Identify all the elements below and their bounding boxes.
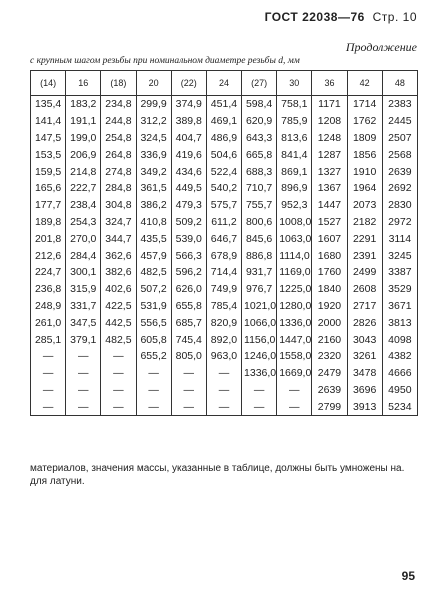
table-row — [31, 382, 418, 399]
table-cell: 540,2 — [206, 180, 241, 197]
table-cell: 3671 — [382, 298, 417, 315]
table-cell: 1171 — [312, 96, 347, 113]
table-cell: 1760 — [312, 264, 347, 281]
table-cell: 688,3 — [242, 163, 277, 180]
table-cell: 575,7 — [206, 197, 241, 214]
table-cell: 3813 — [382, 314, 417, 331]
table-cell: 892,0 — [206, 331, 241, 348]
table-cell: 159,5 — [31, 163, 66, 180]
table-cell: 1225,0 — [277, 281, 312, 298]
table-cell: 284,4 — [66, 247, 101, 264]
table-cell: 1447 — [312, 197, 347, 214]
table-cell: 2383 — [382, 96, 417, 113]
table-row — [31, 230, 418, 247]
table-cell: 254,8 — [101, 130, 136, 147]
table-cell: 389,8 — [171, 113, 206, 130]
table-cell: 254,3 — [66, 214, 101, 231]
table-cell: 3478 — [347, 365, 382, 382]
table-cell: 2830 — [382, 197, 417, 214]
table-cell: — — [31, 398, 66, 415]
table-cell: 141,4 — [31, 113, 66, 130]
table-header-row — [31, 71, 418, 96]
table-cell: 745,4 — [171, 331, 206, 348]
table-cell: 785,4 — [206, 298, 241, 315]
table-cell: 1669,0 — [277, 365, 312, 382]
table-cell: 1714 — [347, 96, 382, 113]
table-cell: 285,1 — [31, 331, 66, 348]
table-cell: — — [171, 382, 206, 399]
table-cell: 1208 — [312, 113, 347, 130]
table-cell: 449,5 — [171, 180, 206, 197]
table-cell: 646,7 — [206, 230, 241, 247]
table-cell: 248,9 — [31, 298, 66, 315]
table-cell: 3529 — [382, 281, 417, 298]
table-row — [31, 398, 418, 415]
column-header: 42 — [347, 71, 382, 96]
table-cell: 238,4 — [66, 197, 101, 214]
table-cell: — — [66, 398, 101, 415]
table-cell: 214,8 — [66, 163, 101, 180]
table-cell: 1280,0 — [277, 298, 312, 315]
table-cell: 800,6 — [242, 214, 277, 231]
table-cell: 3387 — [382, 264, 417, 281]
table-cell: 2499 — [347, 264, 382, 281]
table-cell: 820,9 — [206, 314, 241, 331]
table-cell: 1558,0 — [277, 348, 312, 365]
table-cell: 457,9 — [136, 247, 171, 264]
standard-code: ГОСТ 22038—76 — [264, 10, 365, 24]
table-cell: 284,8 — [101, 180, 136, 197]
table-cell: 2972 — [382, 214, 417, 231]
table-row — [31, 247, 418, 264]
table-cell: 596,2 — [171, 264, 206, 281]
table-cell: 236,8 — [31, 281, 66, 298]
table-cell: 2291 — [347, 230, 382, 247]
table-cell: 402,6 — [101, 281, 136, 298]
table-cell: — — [206, 382, 241, 399]
table-cell: 1248 — [312, 130, 347, 147]
table-cell: 813,6 — [277, 130, 312, 147]
table-row — [31, 264, 418, 281]
table-cell: 361,5 — [136, 180, 171, 197]
column-header: (22) — [171, 71, 206, 96]
table-cell: 165,6 — [31, 180, 66, 197]
table-cell: 222,7 — [66, 180, 101, 197]
table-cell: — — [31, 365, 66, 382]
table-cell: — — [101, 398, 136, 415]
table-row — [31, 298, 418, 315]
table-cell: 566,3 — [171, 247, 206, 264]
table-cell: 1964 — [347, 180, 382, 197]
page-label: Стр. 10 — [372, 10, 417, 24]
table-cell: 504,6 — [206, 146, 241, 163]
column-header: 30 — [277, 71, 312, 96]
table-cell: 2568 — [382, 146, 417, 163]
table-cell: 183,2 — [66, 96, 101, 113]
table-cell: 1680 — [312, 247, 347, 264]
table-row — [31, 331, 418, 348]
table-cell: 1156,0 — [242, 331, 277, 348]
table-cell: 952,3 — [277, 197, 312, 214]
mass-table — [30, 70, 418, 416]
table-cell: 1920 — [312, 298, 347, 315]
column-header: 16 — [66, 71, 101, 96]
table-cell: 234,8 — [101, 96, 136, 113]
table-cell: 626,0 — [171, 281, 206, 298]
table-cell: 4950 — [382, 382, 417, 399]
table-cell: — — [171, 365, 206, 382]
table-row — [31, 281, 418, 298]
table-cell: 507,2 — [136, 281, 171, 298]
table-cell: 2639 — [382, 163, 417, 180]
table-cell: 598,4 — [242, 96, 277, 113]
table-cell: 199,0 — [66, 130, 101, 147]
column-header: 24 — [206, 71, 241, 96]
table-cell: 714,4 — [206, 264, 241, 281]
table-cell: 665,8 — [242, 146, 277, 163]
table-cell: — — [136, 365, 171, 382]
table-cell: 3245 — [382, 247, 417, 264]
table-cell: 886,8 — [242, 247, 277, 264]
table-cell: 2320 — [312, 348, 347, 365]
table-cell: 177,7 — [31, 197, 66, 214]
table-cell: 206,9 — [66, 146, 101, 163]
table-cell: — — [242, 398, 277, 415]
table-cell: 4666 — [382, 365, 417, 382]
table-cell: 1367 — [312, 180, 347, 197]
table-cell: 324,7 — [101, 214, 136, 231]
table-cell: 1809 — [347, 130, 382, 147]
table-cell: 261,0 — [31, 314, 66, 331]
column-header: 48 — [382, 71, 417, 96]
table-cell: 539,0 — [171, 230, 206, 247]
table-cell: 678,9 — [206, 247, 241, 264]
table-cell: 2826 — [347, 314, 382, 331]
table-cell: 1327 — [312, 163, 347, 180]
table-cell: 147,5 — [31, 130, 66, 147]
table-cell: 655,2 — [136, 348, 171, 365]
table-cell: 2639 — [312, 382, 347, 399]
table-cell: 785,9 — [277, 113, 312, 130]
table-cell: 435,5 — [136, 230, 171, 247]
table-cell: — — [66, 382, 101, 399]
table-cell: 841,4 — [277, 146, 312, 163]
table-cell: — — [31, 382, 66, 399]
table-cell: 4382 — [382, 348, 417, 365]
table-cell: — — [206, 398, 241, 415]
table-cell: 201,8 — [31, 230, 66, 247]
table-cell: 2507 — [382, 130, 417, 147]
table-cell: 419,6 — [171, 146, 206, 163]
table-row — [31, 96, 418, 113]
table-cell: — — [242, 382, 277, 399]
table-cell: — — [31, 348, 66, 365]
page-number: 95 — [401, 569, 415, 583]
table-cell: 2445 — [382, 113, 417, 130]
table-row — [31, 214, 418, 231]
table-cell: 135,4 — [31, 96, 66, 113]
table-row — [31, 130, 418, 147]
table-cell: 3114 — [382, 230, 417, 247]
table-cell: 1856 — [347, 146, 382, 163]
table-cell: 931,7 — [242, 264, 277, 281]
table-cell: 3913 — [347, 398, 382, 415]
table-cell: 1169,0 — [277, 264, 312, 281]
table-cell: 710,7 — [242, 180, 277, 197]
table-cell: 655,8 — [171, 298, 206, 315]
table-cell: 755,7 — [242, 197, 277, 214]
table-cell: 404,7 — [171, 130, 206, 147]
table-cell: 2073 — [347, 197, 382, 214]
table-cell: 509,2 — [171, 214, 206, 231]
table-cell: 2479 — [312, 365, 347, 382]
table-cell: 362,6 — [101, 247, 136, 264]
table-cell: 1840 — [312, 281, 347, 298]
table-cell: 189,8 — [31, 214, 66, 231]
table-cell: 324,5 — [136, 130, 171, 147]
table-cell: 531,9 — [136, 298, 171, 315]
table-body — [31, 96, 418, 416]
table-cell: 299,9 — [136, 96, 171, 113]
table-cell: 422,5 — [101, 298, 136, 315]
table-cell: 479,3 — [171, 197, 206, 214]
table-cell: 274,8 — [101, 163, 136, 180]
table-cell: 379,1 — [66, 331, 101, 348]
table-cell: 1114,0 — [277, 247, 312, 264]
table-cell: 300,1 — [66, 264, 101, 281]
table-row — [31, 314, 418, 331]
table-cell: 224,7 — [31, 264, 66, 281]
table-cell: 869,1 — [277, 163, 312, 180]
column-header: (14) — [31, 71, 66, 96]
table-cell: 469,1 — [206, 113, 241, 130]
table-cell: 451,4 — [206, 96, 241, 113]
table-cell: 442,5 — [101, 314, 136, 331]
table-cell: 374,9 — [171, 96, 206, 113]
table-cell: 270,0 — [66, 230, 101, 247]
table-cell: 2000 — [312, 314, 347, 331]
table-cell: 611,2 — [206, 214, 241, 231]
table-cell: 845,6 — [242, 230, 277, 247]
table-cell: 1336,0 — [277, 314, 312, 331]
table-cell: 315,9 — [66, 281, 101, 298]
table-cell: 605,8 — [136, 331, 171, 348]
table-cell: — — [171, 398, 206, 415]
page-header — [265, 10, 417, 24]
table-cell: 3043 — [347, 331, 382, 348]
table-cell: 643,3 — [242, 130, 277, 147]
table-cell: — — [136, 382, 171, 399]
table-row — [31, 113, 418, 130]
table-cell: 896,9 — [277, 180, 312, 197]
table-cell: 1447,0 — [277, 331, 312, 348]
table-cell: — — [206, 365, 241, 382]
table-cell: 382,6 — [101, 264, 136, 281]
table-cell: 685,7 — [171, 314, 206, 331]
table-cell: 2160 — [312, 331, 347, 348]
table-cell: 3696 — [347, 382, 382, 399]
table-cell: 482,5 — [101, 331, 136, 348]
table-cell: — — [136, 398, 171, 415]
table-cell: 1607 — [312, 230, 347, 247]
table-cell: 749,9 — [206, 281, 241, 298]
table-cell: 522,4 — [206, 163, 241, 180]
table-cell: 244,8 — [101, 113, 136, 130]
table-cell: 482,5 — [136, 264, 171, 281]
table-cell: 2799 — [312, 398, 347, 415]
table-cell: — — [101, 348, 136, 365]
table-cell: 620,9 — [242, 113, 277, 130]
table-cell: — — [277, 398, 312, 415]
table-cell: 1910 — [347, 163, 382, 180]
table-cell: 336,9 — [136, 146, 171, 163]
table-cell: 1021,0 — [242, 298, 277, 315]
table-row — [31, 197, 418, 214]
table-row — [31, 348, 418, 365]
table-cell: 347,5 — [66, 314, 101, 331]
table-cell: 1287 — [312, 146, 347, 163]
table-cell: 976,7 — [242, 281, 277, 298]
table-cell: 434,6 — [171, 163, 206, 180]
footnote-text: материалов, значения массы, указанные в таблице, должны быть умножены на. для латуни. — [30, 463, 405, 487]
table-row — [31, 365, 418, 382]
table-cell: 1066,0 — [242, 314, 277, 331]
table-cell: — — [101, 382, 136, 399]
table-cell: 5234 — [382, 398, 417, 415]
table-cell: 1246,0 — [242, 348, 277, 365]
table-cell: 304,8 — [101, 197, 136, 214]
table-row — [31, 163, 418, 180]
table-cell: 2608 — [347, 281, 382, 298]
table-cell: — — [66, 348, 101, 365]
table-cell: 312,2 — [136, 113, 171, 130]
table-cell: — — [66, 365, 101, 382]
table-cell: 963,0 — [206, 348, 241, 365]
table-cell: 758,1 — [277, 96, 312, 113]
table-cell: 1527 — [312, 214, 347, 231]
table-cell: 805,0 — [171, 348, 206, 365]
table-cell: 410,8 — [136, 214, 171, 231]
table-cell: 2182 — [347, 214, 382, 231]
column-header: (18) — [101, 71, 136, 96]
table-cell: 486,9 — [206, 130, 241, 147]
table-cell: 264,8 — [101, 146, 136, 163]
table-cell: 331,7 — [66, 298, 101, 315]
table-cell: 191,1 — [66, 113, 101, 130]
table-cell: 2391 — [347, 247, 382, 264]
table-cell: 2692 — [382, 180, 417, 197]
table-cell: — — [101, 365, 136, 382]
table-cell: 556,5 — [136, 314, 171, 331]
table-cell: 349,2 — [136, 163, 171, 180]
column-header: 36 — [312, 71, 347, 96]
table-cell: 212,6 — [31, 247, 66, 264]
continuation-label: Продолжение — [345, 40, 417, 54]
table-cell: — — [277, 382, 312, 399]
table-cell: 386,2 — [136, 197, 171, 214]
table-caption: с крупным шагом резьбы при номинальном диаметре резьбы d, мм — [30, 56, 300, 66]
table-cell: 3261 — [347, 348, 382, 365]
table-row — [31, 180, 418, 197]
table-cell: 1008,0 — [277, 214, 312, 231]
table-cell: 4098 — [382, 331, 417, 348]
table-cell: 1063,0 — [277, 230, 312, 247]
column-header: (27) — [242, 71, 277, 96]
table-cell: 153,5 — [31, 146, 66, 163]
column-header: 20 — [136, 71, 171, 96]
table-cell: 1762 — [347, 113, 382, 130]
table-cell: 344,7 — [101, 230, 136, 247]
table-cell: 2717 — [347, 298, 382, 315]
table-row — [31, 146, 418, 163]
table-cell: 1336,0 — [242, 365, 277, 382]
